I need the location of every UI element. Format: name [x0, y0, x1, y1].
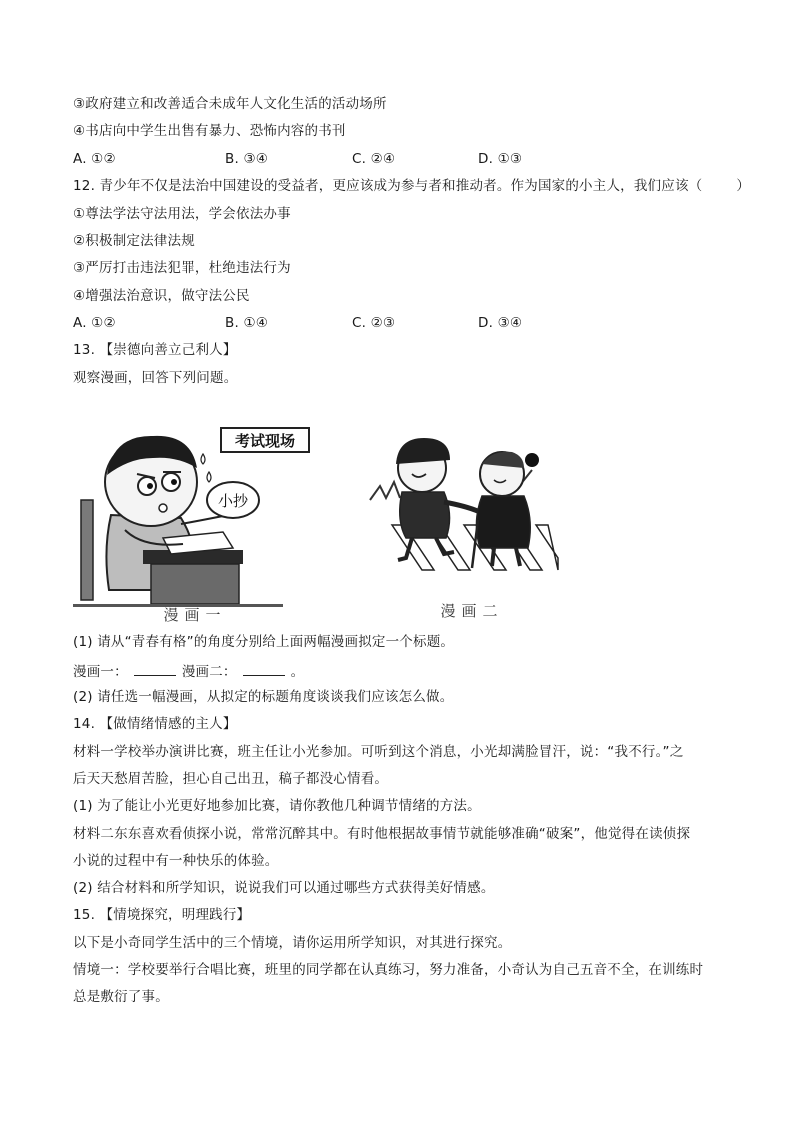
q15-heading: 15. 【情境探究，明理践行】: [73, 907, 251, 923]
q11-option-d[interactable]: D. ①③: [478, 151, 523, 167]
q11-item-4: ④书店向中学生出售有暴力、恐怖内容的书刊: [73, 123, 346, 139]
q14-sub-2: (2) 结合材料和所学知识，说说我们可以通过哪些方式获得美好情感。: [73, 880, 495, 896]
q12-option-d[interactable]: D. ③④: [478, 315, 523, 331]
q12-item-4: ④增强法治意识，做守法公民: [73, 288, 250, 304]
q13-intro: 观察漫画，回答下列问题。: [73, 370, 238, 386]
q12-option-c[interactable]: C. ②③: [352, 315, 396, 331]
q12-stem-text: 12. 青少年不仅是法治中国建设的受益者，更应该成为参与者和推动者。作为国家的小主人，我们应该（: [73, 178, 703, 194]
q13-heading: 13. 【崇德向善立己利人】: [73, 342, 237, 358]
q15-scene-1-line-2: 总是敷衍了事。: [73, 989, 169, 1005]
comic-1: [73, 420, 318, 625]
q15-intro: 以下是小奇同学生活中的三个情境，请你运用所学知识，对其进行探究。: [73, 935, 512, 951]
comic-1-title-blank[interactable]: [134, 661, 176, 676]
q14-material-1-line-1: 材料一学校举办演讲比赛，班主任让小光参加。可听到这个消息，小光却满脸冒汗，说：“我不行。”之: [73, 744, 684, 760]
q12-option-b[interactable]: B. ①④: [225, 315, 269, 331]
q12-item-1: ①尊法学法守法用法，学会依法办事: [73, 206, 291, 222]
q12-stem-end: ）: [736, 178, 751, 194]
comic-2-title-label: 漫画二：: [181, 664, 237, 680]
q15-scene-1-line-1: 情境一：学校要举行合唱比赛，班里的同学都在认真练习，努力准备，小奇认为自己五音不全，在训练时: [73, 962, 704, 978]
comic-2: [362, 430, 582, 625]
comic-1-caption: 漫画一: [163, 606, 227, 624]
q13-blanks: [73, 661, 304, 681]
comic-2-title-blank[interactable]: [243, 661, 285, 676]
q14-material-2-line-2: 小说的过程中有一种快乐的体验。: [73, 853, 279, 869]
comic-2-caption: 漫画二: [440, 602, 504, 620]
q13-sub-1: (1) 请从“青春有格”的角度分别给上面两幅漫画拟定一个标题。: [73, 634, 455, 650]
q13-sub-2: (2) 请任选一幅漫画，从拟定的标题角度谈谈我们应该怎么做。: [73, 689, 454, 705]
exam-sign-text: 考试现场: [234, 432, 296, 450]
blank-end-punct: 。: [290, 664, 305, 680]
q14-heading: 14. 【做情绪情感的主人】: [73, 716, 237, 732]
q11-option-b[interactable]: B. ③④: [225, 151, 269, 167]
comic-1-title-label: 漫画一：: [73, 664, 128, 680]
q14-material-1-line-2: 后天天愁眉苦脸，担心自己出丑，稿子都没心情看。: [73, 771, 389, 787]
q12-item-2: ②积极制定法律法规: [73, 233, 195, 249]
q11-option-c[interactable]: C. ②④: [352, 151, 396, 167]
q12-options: [73, 314, 593, 332]
q11-option-a[interactable]: A. ①②: [73, 151, 116, 167]
q12-stem: [73, 177, 750, 195]
q14-material-2-line-1: 材料二东东喜欢看侦探小说，常常沉醉其中。有时他根据故事情节就能够准确“破案”，他觉得在读侦探: [73, 826, 691, 842]
q11-item-3: ③政府建立和改善适合未成年人文化生活的活动场所: [73, 96, 387, 112]
q14-sub-1: (1) 为了能让小光更好地参加比赛，请你教他几种调节情绪的方法。: [73, 798, 481, 814]
q12-option-a[interactable]: A. ①②: [73, 315, 116, 331]
cheat-note-text: 小抄: [217, 492, 249, 510]
q11-options: [73, 150, 593, 168]
q12-item-3: ③严厉打击违法犯罪，杜绝违法行为: [73, 260, 291, 276]
